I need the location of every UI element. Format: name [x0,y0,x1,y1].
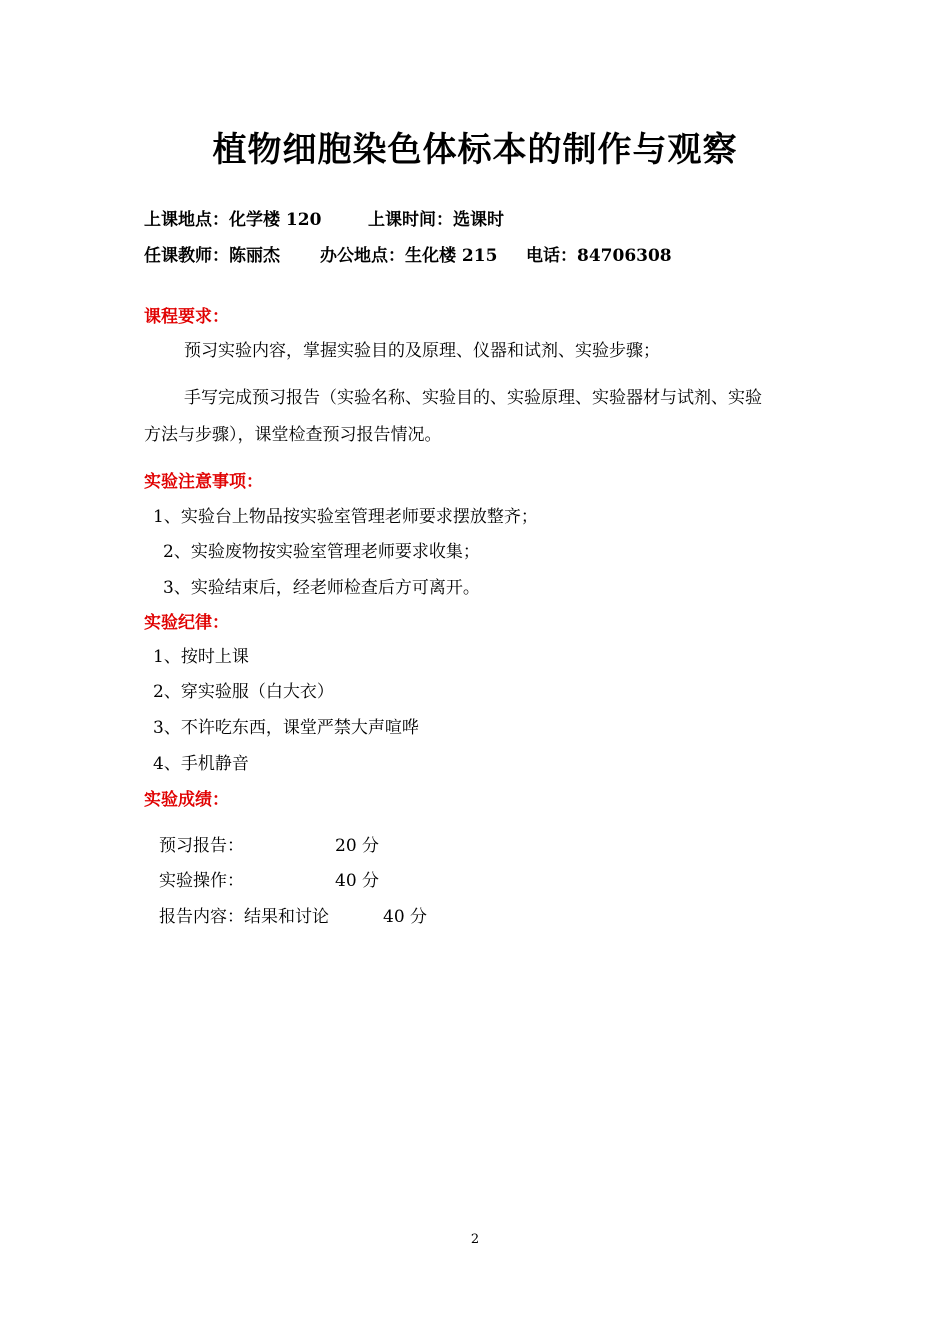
grading-row-score: 40 分 [383,907,428,927]
notes-heading: 实验注意事项： [144,472,263,492]
page-number: 2 [470,1232,480,1247]
phone-number: 电话：84706308 [526,246,672,266]
requirements-paragraph-2-line-2: 方法与步骤），课堂检查预习报告情况。 [144,425,442,445]
requirements-paragraph-2-line-1: 手写完成预习报告（实验名称、实验目的、实验原理、实验器材与试剂、实验 [184,388,762,408]
requirements-paragraph-1: 预习实验内容，掌握实验目的及原理、仪器和试剂、实验步骤； [184,341,660,361]
discipline-item: 1、按时上课 [153,647,249,667]
notes-item: 1、实验台上物品按实验室管理老师要求摆放整齐； [153,507,538,527]
class-location: 上课地点：化学楼 120 [144,210,322,230]
discipline-item: 4、手机静音 [153,754,249,774]
grading-row-label: 实验操作： [159,871,244,891]
requirements-heading: 课程要求： [144,307,229,327]
notes-item: 3、实验结束后，经老师检查后方可离开。 [163,578,480,598]
grading-row-score: 20 分 [335,836,380,856]
office-location: 办公地点：生化楼 215 [320,246,498,266]
discipline-item: 2、穿实验服（白大衣） [153,682,334,702]
document-title: 植物细胞染色体标本的制作与观察 [212,130,738,170]
grading-row-label: 报告内容：结果和讨论 [159,907,329,927]
notes-item: 2、实验废物按实验室管理老师要求收集； [163,542,480,562]
discipline-heading: 实验纪律： [144,613,229,633]
teacher-name: 任课教师：陈丽杰 [144,246,280,266]
discipline-item: 3、不许吃东西，课堂严禁大声喧哗 [153,718,419,738]
grading-heading: 实验成绩： [144,790,229,810]
grading-row-label: 预习报告： [159,836,244,856]
grading-row-score: 40 分 [335,871,380,891]
class-time: 上课时间：选课时 [368,210,504,230]
